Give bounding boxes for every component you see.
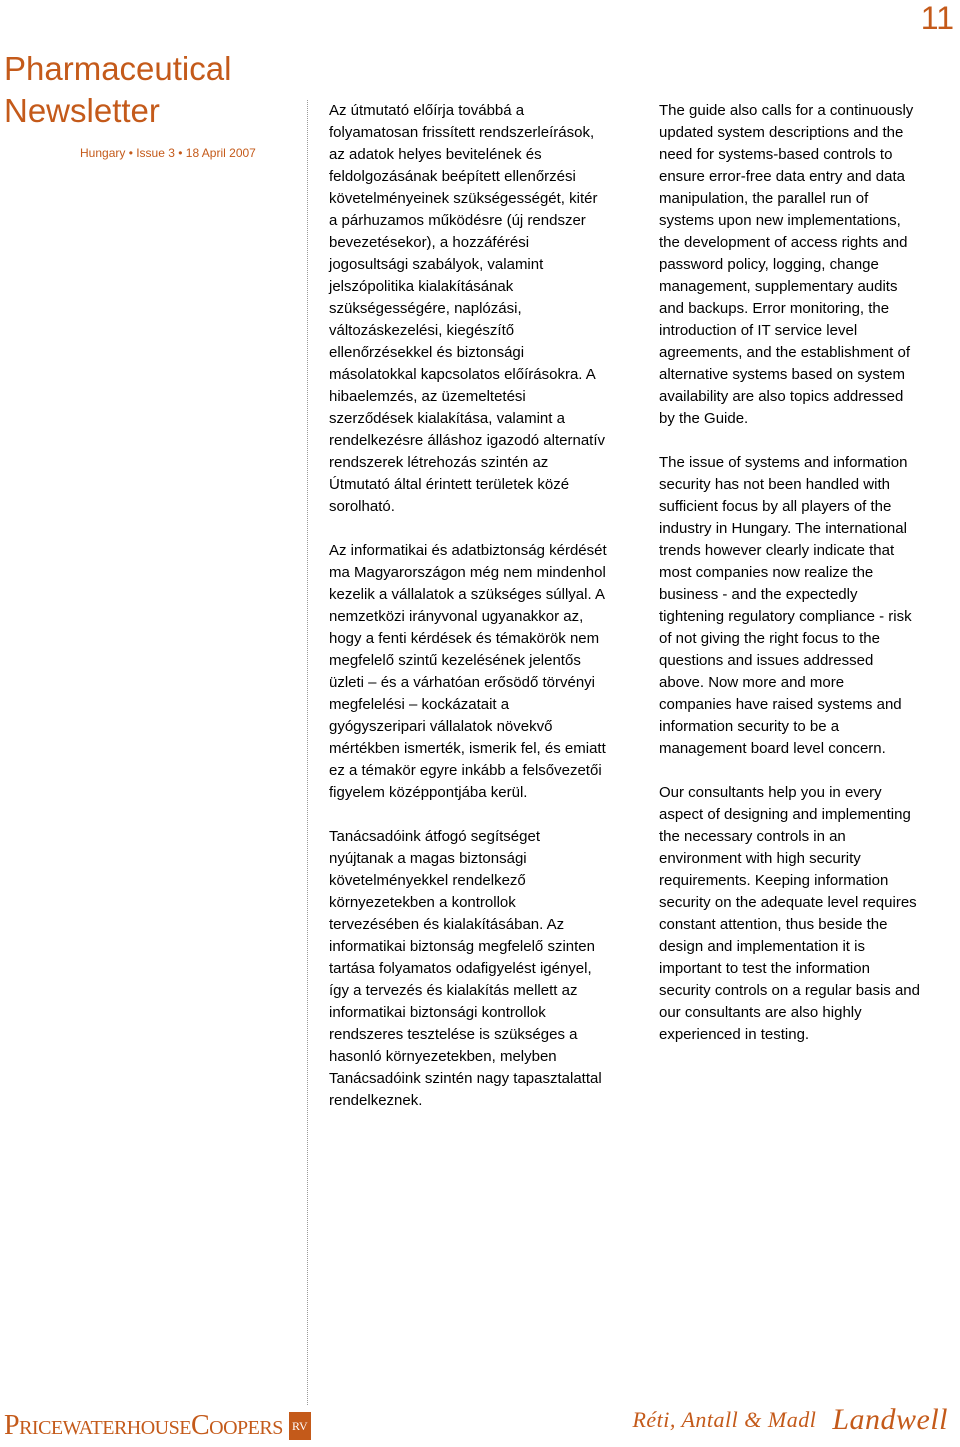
landwell-brand: Landwell [832,1403,948,1436]
issue-subtitle: Hungary • Issue 3 • 18 April 2007 [80,146,256,160]
newsletter-title: Pharmaceutical Newsletter [4,50,232,129]
pwc-logo [4,1408,311,1444]
law-firm-name: Réti, Antall & Madl [632,1407,817,1432]
english-paragraph: Our consultants help you in every aspect of designing and implementing the necessary controls in an environment with high security requirements. Keeping information security on the adequate level requires constant attention, thus beside the design and implementation it is important to test the information security controls on a regular basis and our consultants are also highly experienced in testing. [659,784,920,1043]
english-paragraph: The issue of systems and information security has not been handled with sufficient focus by all players of the industry in Hungary. The international trends however clearly indicate that most companies now realize the business - and the expectedly tightening regulatory compliance - risk of not giving the right focus to the questions and issues addressed above. Now more and more companies have raised systems and information security to be a management board level concern. [659,454,912,757]
english-paragraph: The guide also calls for a continuously updated system descriptions and the need for systems-based controls to ensure error-free data entry and data manipulation, the parallel run of systems upon new implementations, the development of access rights and password policy, logging, change management, supplementary audits and backups. Error monitoring, the introduction of IT service level agreements, and the establishment of alternative systems based on system availability are also topics addressed by the Guide. [659,102,914,427]
column-divider [307,100,309,1405]
page-number: 11 [920,0,954,36]
pwc-badge-icon: RV [289,1412,311,1440]
hungarian-column [329,100,639,1134]
pwc-logo-text: PricewaterhouseCoopers [4,1410,283,1441]
landwell-logo [632,1402,948,1438]
hungarian-paragraph: Az informatikai és adatbiztonság kérdését ma Magyarországon még nem mindenhol kezelik a vállalatok a szükséges súllyal. A nemzetközi irányvonal ugyanakkor az, hogy a fenti kérdések és témakörök nem megfelelő szintű kezelésének jelentős üzleti – és a várhatóan erősödő törvényi megfelelési – kockázatait a gyógyszeripari vállalatok növekvő mértékben ismerték, ismerik fel, és emiatt ez a témakör egyre inkább a felsővezetői figyelem középpontjába kerül. [329,542,607,801]
hungarian-paragraph: Tanácsadóink átfogó segítséget nyújtanak a magas biztonsági követelményekkel rendelkező környezetekben a kontrollok tervezésében és kialakításában. Az informatikai biztonság megfelelő szinten tartása folyamatos odafigyelést igényel, így a tervezés és kialakítás mellett az informatikai biztonsági kontrollok rendszeres tesztelése is szükséges a hasonló környezetekben, melyben Tanácsadóink szintén nagy tapasztalattal rendelkeznek. [329,828,602,1109]
hungarian-paragraph: Az útmutató előírja továbbá a folyamatosan frissített rendszerleírások, az adatok helyes bevitelének és feldolgozásának beépített ellenőrzési követelményeinek szükségességét, kitér a párhuzamos működésre (új rendszer bevezetésekor), a hozzáférési jogosultsági szabályok, valamint jelszópolitika kialakításának szükségességére, naplózási, változáskezelési, kiegészítő ellenőrzésekkel és biztonsági másolatokkal kapcsolatos előírásokra. A hibaelemzés, az üzemeltetési szerződések kialakítása, valamint a rendelkezésre álláshoz igazodó alternatív rendszerek létrehozás szintén az Útmutató által érintett területek közé sorolható. [329,102,605,515]
english-column [659,100,951,1068]
